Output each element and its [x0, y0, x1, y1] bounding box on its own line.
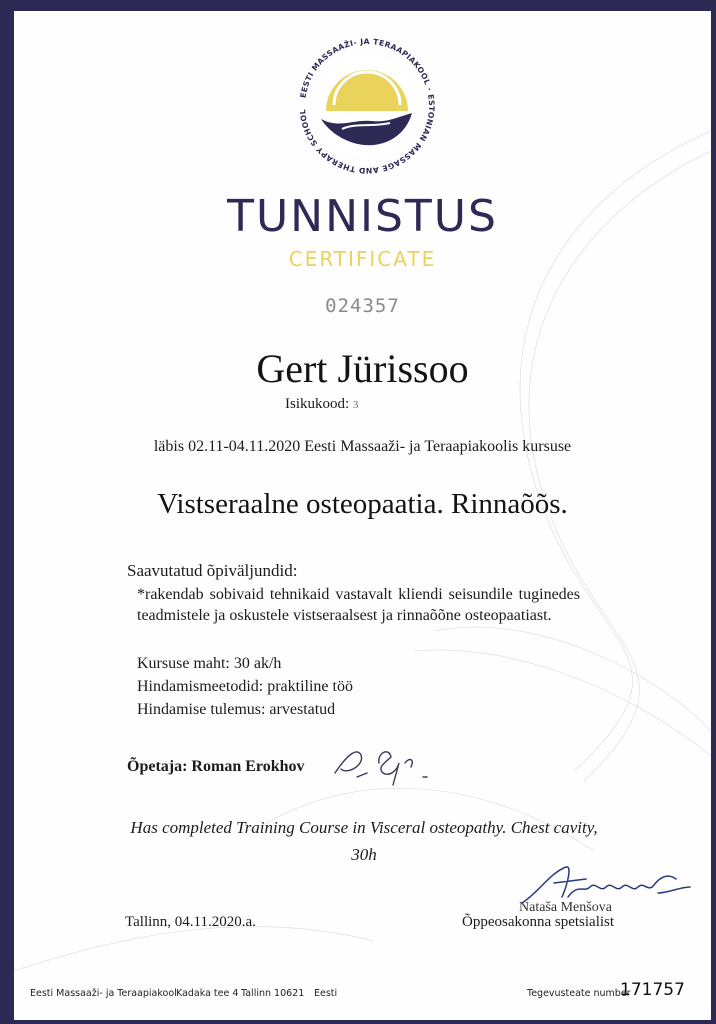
footer-street: Kadaka tee 4: [176, 988, 239, 999]
recipient-name: Gert Jürissoo: [256, 346, 469, 391]
logo-ring-text: EESTI MASSAAŽI- JA TERAAPIAKOOL · ESTONIAN MASSAGE AND THERAPY SCHOOL: [298, 36, 437, 176]
completion-suffix: Eesti Massaaži- ja Teraapiakoolis kursuse: [304, 438, 572, 455]
footer-school-name: Eesti Massaaži- ja Teraapiakool: [30, 988, 177, 999]
personal-id-value: 3: [352, 399, 359, 411]
teacher-name: Õpetaja: Roman Erokhov: [127, 758, 305, 775]
course-title: Vistseraalne osteopaatia. Rinnaõõs.: [157, 488, 568, 520]
school-logo: [294, 33, 440, 179]
place-and-date: Tallinn, 04.11.2020.a.: [125, 914, 256, 930]
personal-id: [285, 396, 358, 413]
course-dates: 02.11-04.11.2020: [188, 438, 301, 455]
course-volume: Kursuse maht: 30 ak/h: [137, 655, 282, 672]
outcomes-heading: Saavutatud õpiväljundid:: [127, 561, 298, 580]
signatory-title: Õppeosakonna spetsialist: [462, 914, 615, 930]
completion-prefix: läbis: [153, 438, 185, 455]
outcomes-text: *rakendab sobivaid tehnikaid vastavalt kliendi seisundile tuginedes teadmistele ja oskustele vistseraalsest ja rinnaõõne osteopaatiast.: [137, 586, 580, 624]
certificate-subtitle: CERTIFICATE: [288, 247, 437, 271]
english-summary-line2: 30h: [351, 845, 377, 864]
footer-license-label: Tegevusteate number: [527, 988, 631, 999]
signatory-name: Nataša Menšova: [519, 900, 612, 915]
certificate-page: [14, 11, 711, 1020]
footer-license-number: 171757: [620, 980, 685, 1000]
footer-country: Eesti: [314, 988, 338, 999]
teacher-signature: [327, 733, 447, 789]
assessment-result: Hindamise tulemus: arvestatud: [137, 701, 336, 718]
completion-statement: [14, 438, 711, 456]
certificate-title: TUNNISTUS: [227, 191, 498, 242]
english-summary-line1: Has completed Training Course in Visceral osteopathy. Chest cavity,: [130, 818, 598, 837]
personal-id-label: Isikukood:: [285, 396, 350, 412]
footer-postal: Tallinn 10621: [241, 988, 305, 999]
serial-number: 024357: [325, 295, 400, 317]
assessment-methods: Hindamismeetodid: praktiline töö: [137, 678, 353, 695]
